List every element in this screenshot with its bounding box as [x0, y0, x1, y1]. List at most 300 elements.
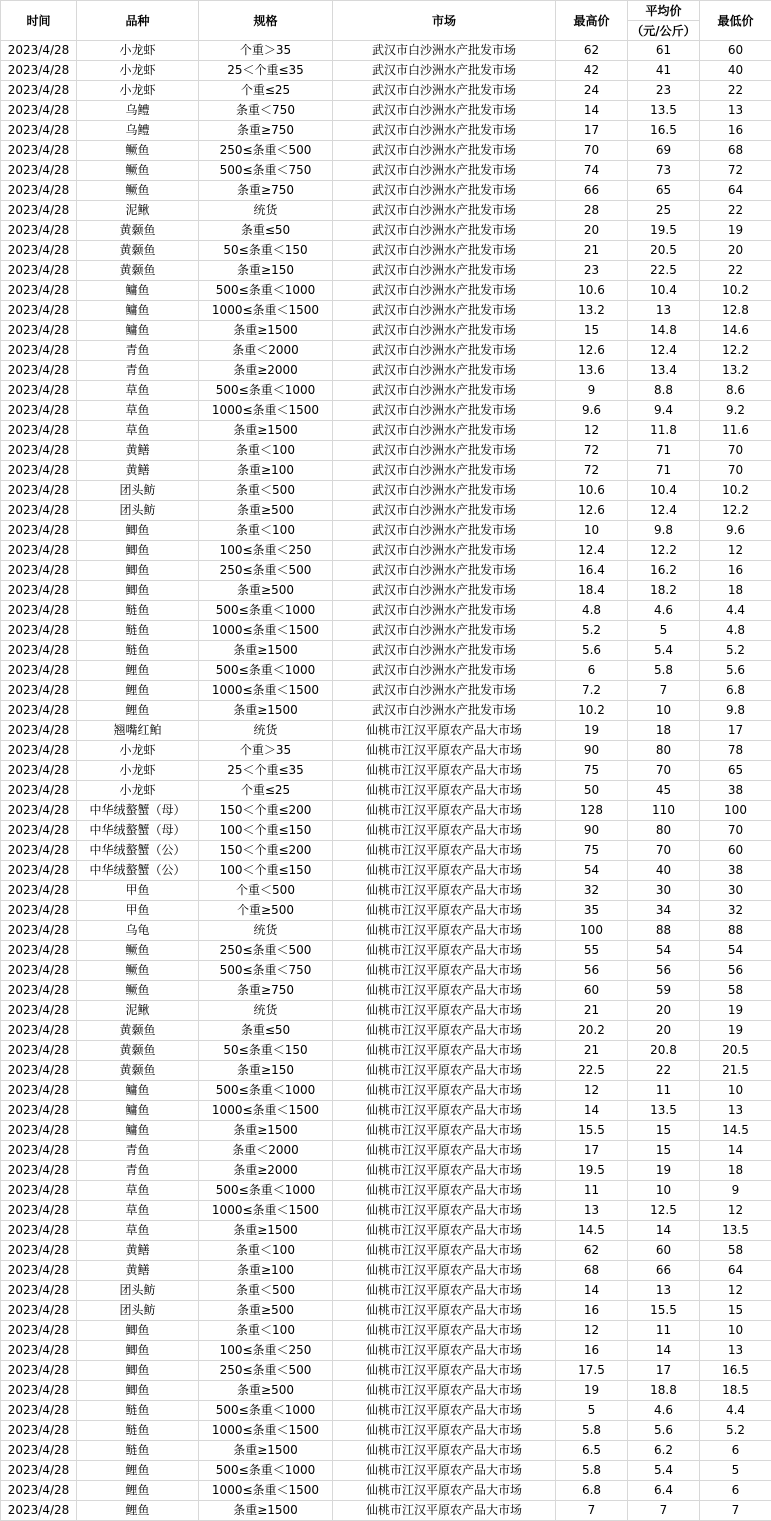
cell-avg: 60 [628, 1241, 700, 1261]
cell-time: 2023/4/28 [1, 861, 77, 881]
cell-market: 武汉市白沙洲水产批发市场 [333, 441, 556, 461]
cell-time: 2023/4/28 [1, 141, 77, 161]
cell-high: 6 [556, 661, 628, 681]
cell-spec: 100≤条重＜250 [199, 541, 333, 561]
cell-low: 20 [700, 241, 771, 261]
table-row [1, 1321, 771, 1341]
cell-avg: 17 [628, 1361, 700, 1381]
cell-low: 70 [700, 441, 771, 461]
cell-variety: 鳙鱼 [77, 281, 199, 301]
cell-market: 武汉市白沙洲水产批发市场 [333, 501, 556, 521]
cell-avg: 12.2 [628, 541, 700, 561]
cell-avg: 19 [628, 1161, 700, 1181]
cell-avg: 34 [628, 901, 700, 921]
cell-low: 58 [700, 1241, 771, 1261]
cell-high: 42 [556, 61, 628, 81]
cell-spec: 1000≤条重＜1500 [199, 1481, 333, 1501]
table-row [1, 1001, 771, 1021]
cell-avg: 13.5 [628, 1101, 700, 1121]
table-row [1, 101, 771, 121]
cell-market: 武汉市白沙洲水产批发市场 [333, 41, 556, 61]
cell-variety: 鳙鱼 [77, 1101, 199, 1121]
cell-spec: 条重＜100 [199, 441, 333, 461]
cell-time: 2023/4/28 [1, 721, 77, 741]
cell-avg: 66 [628, 1261, 700, 1281]
cell-avg: 16.2 [628, 561, 700, 581]
cell-avg: 11 [628, 1081, 700, 1101]
cell-market: 武汉市白沙洲水产批发市场 [333, 361, 556, 381]
table-row [1, 761, 771, 781]
cell-market: 武汉市白沙洲水产批发市场 [333, 341, 556, 361]
cell-spec: 50≤条重＜150 [199, 241, 333, 261]
cell-low: 38 [700, 781, 771, 801]
cell-time: 2023/4/28 [1, 1261, 77, 1281]
table-row [1, 581, 771, 601]
table-row [1, 541, 771, 561]
cell-time: 2023/4/28 [1, 681, 77, 701]
cell-avg: 56 [628, 961, 700, 981]
cell-high: 12.6 [556, 341, 628, 361]
cell-high: 10.6 [556, 481, 628, 501]
cell-market: 仙桃市江汉平原农产品大市场 [333, 1201, 556, 1221]
cell-avg: 12.4 [628, 501, 700, 521]
cell-time: 2023/4/28 [1, 41, 77, 61]
cell-high: 5 [556, 1401, 628, 1421]
cell-avg: 18.8 [628, 1381, 700, 1401]
cell-variety: 翘嘴红鲌 [77, 721, 199, 741]
cell-market: 仙桃市江汉平原农产品大市场 [333, 1241, 556, 1261]
cell-spec: 统货 [199, 721, 333, 741]
cell-variety: 鳜鱼 [77, 181, 199, 201]
cell-high: 90 [556, 821, 628, 841]
cell-low: 5.2 [700, 1421, 771, 1441]
cell-time: 2023/4/28 [1, 1301, 77, 1321]
table-row [1, 241, 771, 261]
table-row [1, 801, 771, 821]
cell-high: 12.6 [556, 501, 628, 521]
cell-spec: 条重＜2000 [199, 341, 333, 361]
cell-avg: 5.4 [628, 641, 700, 661]
cell-market: 武汉市白沙洲水产批发市场 [333, 221, 556, 241]
cell-variety: 中华绒螯蟹（公） [77, 861, 199, 881]
cell-spec: 条重≥750 [199, 981, 333, 1001]
cell-low: 7 [700, 1501, 771, 1521]
cell-spec: 1000≤条重＜1500 [199, 301, 333, 321]
cell-market: 武汉市白沙洲水产批发市场 [333, 81, 556, 101]
table-row [1, 861, 771, 881]
cell-spec: 条重≥750 [199, 121, 333, 141]
cell-low: 78 [700, 741, 771, 761]
cell-variety: 泥鳅 [77, 201, 199, 221]
cell-high: 5.6 [556, 641, 628, 661]
cell-variety: 小龙虾 [77, 741, 199, 761]
cell-low: 11.6 [700, 421, 771, 441]
cell-variety: 草鱼 [77, 381, 199, 401]
cell-avg: 69 [628, 141, 700, 161]
cell-spec: 50≤条重＜150 [199, 1041, 333, 1061]
cell-spec: 100＜个重≤150 [199, 821, 333, 841]
cell-market: 武汉市白沙洲水产批发市场 [333, 181, 556, 201]
cell-spec: 条重≤50 [199, 221, 333, 241]
cell-variety: 小龙虾 [77, 41, 199, 61]
header-variety: 品种 [77, 1, 199, 41]
cell-spec: 条重≥1500 [199, 421, 333, 441]
cell-avg: 20.5 [628, 241, 700, 261]
cell-market: 仙桃市江汉平原农产品大市场 [333, 1141, 556, 1161]
table-row [1, 941, 771, 961]
cell-high: 19 [556, 721, 628, 741]
cell-high: 100 [556, 921, 628, 941]
cell-spec: 条重≥150 [199, 261, 333, 281]
cell-variety: 鲤鱼 [77, 661, 199, 681]
cell-high: 14 [556, 101, 628, 121]
cell-spec: 条重≥500 [199, 1381, 333, 1401]
cell-market: 武汉市白沙洲水产批发市场 [333, 161, 556, 181]
table-row [1, 41, 771, 61]
table-row [1, 521, 771, 541]
table-row [1, 1341, 771, 1361]
cell-variety: 鲫鱼 [77, 521, 199, 541]
table-row [1, 1461, 771, 1481]
cell-spec: 500≤条重＜1000 [199, 1461, 333, 1481]
cell-variety: 黄颡鱼 [77, 1061, 199, 1081]
cell-avg: 61 [628, 41, 700, 61]
cell-high: 14 [556, 1281, 628, 1301]
cell-variety: 鳙鱼 [77, 1081, 199, 1101]
cell-low: 12.2 [700, 501, 771, 521]
cell-high: 54 [556, 861, 628, 881]
cell-low: 8.6 [700, 381, 771, 401]
cell-variety: 小龙虾 [77, 81, 199, 101]
cell-variety: 青鱼 [77, 1141, 199, 1161]
table-row [1, 221, 771, 241]
cell-low: 4.8 [700, 621, 771, 641]
cell-market: 仙桃市江汉平原农产品大市场 [333, 781, 556, 801]
cell-spec: 1000≤条重＜1500 [199, 401, 333, 421]
cell-market: 仙桃市江汉平原农产品大市场 [333, 941, 556, 961]
cell-spec: 100≤条重＜250 [199, 1341, 333, 1361]
cell-avg: 80 [628, 821, 700, 841]
cell-variety: 小龙虾 [77, 61, 199, 81]
cell-low: 88 [700, 921, 771, 941]
cell-time: 2023/4/28 [1, 481, 77, 501]
cell-time: 2023/4/28 [1, 1201, 77, 1221]
cell-time: 2023/4/28 [1, 381, 77, 401]
cell-spec: 25＜个重≤35 [199, 61, 333, 81]
cell-time: 2023/4/28 [1, 581, 77, 601]
cell-variety: 团头鲂 [77, 1301, 199, 1321]
cell-avg: 88 [628, 921, 700, 941]
cell-high: 17.5 [556, 1361, 628, 1381]
table-row [1, 161, 771, 181]
cell-variety: 鳜鱼 [77, 961, 199, 981]
cell-variety: 鲤鱼 [77, 701, 199, 721]
cell-variety: 小龙虾 [77, 761, 199, 781]
cell-avg: 73 [628, 161, 700, 181]
cell-high: 5.2 [556, 621, 628, 641]
cell-high: 11 [556, 1181, 628, 1201]
header-market: 市场 [333, 1, 556, 41]
cell-variety: 乌鳢 [77, 101, 199, 121]
table-row [1, 961, 771, 981]
cell-variety: 鲢鱼 [77, 621, 199, 641]
cell-time: 2023/4/28 [1, 1121, 77, 1141]
cell-spec: 条重≥1500 [199, 1441, 333, 1461]
cell-market: 仙桃市江汉平原农产品大市场 [333, 1341, 556, 1361]
cell-market: 仙桃市江汉平原农产品大市场 [333, 881, 556, 901]
table-row [1, 1221, 771, 1241]
cell-avg: 15.5 [628, 1301, 700, 1321]
cell-time: 2023/4/28 [1, 1281, 77, 1301]
cell-avg: 5 [628, 621, 700, 641]
cell-market: 仙桃市江汉平原农产品大市场 [333, 841, 556, 861]
cell-market: 武汉市白沙洲水产批发市场 [333, 681, 556, 701]
cell-time: 2023/4/28 [1, 661, 77, 681]
table-row [1, 201, 771, 221]
cell-market: 武汉市白沙洲水产批发市场 [333, 541, 556, 561]
cell-avg: 23 [628, 81, 700, 101]
cell-avg: 22 [628, 1061, 700, 1081]
table-row [1, 661, 771, 681]
cell-avg: 13.4 [628, 361, 700, 381]
table-row [1, 121, 771, 141]
cell-low: 68 [700, 141, 771, 161]
cell-market: 仙桃市江汉平原农产品大市场 [333, 1001, 556, 1021]
cell-market: 武汉市白沙洲水产批发市场 [333, 421, 556, 441]
cell-variety: 鳜鱼 [77, 161, 199, 181]
cell-variety: 鲤鱼 [77, 1481, 199, 1501]
cell-spec: 500≤条重＜1000 [199, 601, 333, 621]
cell-time: 2023/4/28 [1, 1321, 77, 1341]
cell-avg: 15 [628, 1141, 700, 1161]
cell-market: 武汉市白沙洲水产批发市场 [333, 101, 556, 121]
cell-low: 12 [700, 1201, 771, 1221]
cell-avg: 13 [628, 301, 700, 321]
table-row [1, 1101, 771, 1121]
cell-avg: 9.4 [628, 401, 700, 421]
cell-spec: 条重＜750 [199, 101, 333, 121]
table-row [1, 601, 771, 621]
cell-avg: 70 [628, 761, 700, 781]
cell-variety: 泥鳅 [77, 1001, 199, 1021]
cell-high: 56 [556, 961, 628, 981]
cell-spec: 150＜个重≤200 [199, 841, 333, 861]
cell-market: 武汉市白沙洲水产批发市场 [333, 661, 556, 681]
cell-market: 武汉市白沙洲水产批发市场 [333, 521, 556, 541]
cell-time: 2023/4/28 [1, 801, 77, 821]
cell-variety: 青鱼 [77, 361, 199, 381]
cell-low: 9 [700, 1181, 771, 1201]
cell-spec: 500≤条重＜750 [199, 961, 333, 981]
cell-high: 6.5 [556, 1441, 628, 1461]
header-row [1, 1, 771, 21]
cell-low: 9.2 [700, 401, 771, 421]
table-row [1, 1061, 771, 1081]
cell-high: 9.6 [556, 401, 628, 421]
cell-time: 2023/4/28 [1, 1461, 77, 1481]
cell-high: 9 [556, 381, 628, 401]
cell-variety: 鲫鱼 [77, 541, 199, 561]
cell-high: 16 [556, 1341, 628, 1361]
cell-variety: 鲢鱼 [77, 1441, 199, 1461]
table-row [1, 641, 771, 661]
cell-avg: 18.2 [628, 581, 700, 601]
cell-market: 仙桃市江汉平原农产品大市场 [333, 1381, 556, 1401]
cell-market: 武汉市白沙洲水产批发市场 [333, 381, 556, 401]
cell-market: 仙桃市江汉平原农产品大市场 [333, 721, 556, 741]
cell-avg: 54 [628, 941, 700, 961]
cell-spec: 个重≤25 [199, 81, 333, 101]
table-row [1, 1481, 771, 1501]
cell-market: 武汉市白沙洲水产批发市场 [333, 241, 556, 261]
cell-time: 2023/4/28 [1, 521, 77, 541]
cell-spec: 1000≤条重＜1500 [199, 1421, 333, 1441]
cell-high: 70 [556, 141, 628, 161]
cell-spec: 条重≥150 [199, 1061, 333, 1081]
cell-low: 13.5 [700, 1221, 771, 1241]
table-row [1, 981, 771, 1001]
table-row [1, 821, 771, 841]
cell-market: 武汉市白沙洲水产批发市场 [333, 201, 556, 221]
cell-market: 仙桃市江汉平原农产品大市场 [333, 1121, 556, 1141]
cell-low: 6 [700, 1481, 771, 1501]
cell-market: 仙桃市江汉平原农产品大市场 [333, 1301, 556, 1321]
cell-low: 32 [700, 901, 771, 921]
cell-time: 2023/4/28 [1, 541, 77, 561]
cell-low: 38 [700, 861, 771, 881]
table-row [1, 901, 771, 921]
cell-time: 2023/4/28 [1, 1401, 77, 1421]
cell-low: 40 [700, 61, 771, 81]
cell-avg: 16.5 [628, 121, 700, 141]
cell-market: 仙桃市江汉平原农产品大市场 [333, 761, 556, 781]
cell-market: 仙桃市江汉平原农产品大市场 [333, 1421, 556, 1441]
cell-spec: 500≤条重＜1000 [199, 1401, 333, 1421]
table-row [1, 741, 771, 761]
cell-avg: 40 [628, 861, 700, 881]
cell-avg: 80 [628, 741, 700, 761]
table-row [1, 1261, 771, 1281]
cell-market: 仙桃市江汉平原农产品大市场 [333, 1101, 556, 1121]
cell-low: 15 [700, 1301, 771, 1321]
cell-time: 2023/4/28 [1, 1021, 77, 1041]
cell-variety: 鲫鱼 [77, 1381, 199, 1401]
cell-market: 仙桃市江汉平原农产品大市场 [333, 1321, 556, 1341]
cell-high: 50 [556, 781, 628, 801]
cell-avg: 9.8 [628, 521, 700, 541]
cell-time: 2023/4/28 [1, 101, 77, 121]
cell-low: 58 [700, 981, 771, 1001]
cell-high: 18.4 [556, 581, 628, 601]
cell-low: 64 [700, 181, 771, 201]
cell-avg: 11.8 [628, 421, 700, 441]
cell-variety: 青鱼 [77, 1161, 199, 1181]
cell-avg: 71 [628, 461, 700, 481]
cell-time: 2023/4/28 [1, 201, 77, 221]
cell-variety: 鳙鱼 [77, 321, 199, 341]
cell-spec: 250≤条重＜500 [199, 941, 333, 961]
cell-high: 62 [556, 1241, 628, 1261]
cell-variety: 鳙鱼 [77, 1121, 199, 1141]
cell-market: 仙桃市江汉平原农产品大市场 [333, 1481, 556, 1501]
cell-spec: 条重＜2000 [199, 1141, 333, 1161]
cell-high: 7 [556, 1501, 628, 1521]
cell-market: 武汉市白沙洲水产批发市场 [333, 461, 556, 481]
cell-high: 22.5 [556, 1061, 628, 1081]
cell-time: 2023/4/28 [1, 161, 77, 181]
cell-high: 24 [556, 81, 628, 101]
table-row [1, 341, 771, 361]
cell-spec: 条重＜100 [199, 1241, 333, 1261]
cell-variety: 鲢鱼 [77, 1421, 199, 1441]
cell-spec: 25＜个重≤35 [199, 761, 333, 781]
cell-avg: 4.6 [628, 1401, 700, 1421]
cell-avg: 5.8 [628, 661, 700, 681]
table-row [1, 1441, 771, 1461]
cell-time: 2023/4/28 [1, 1181, 77, 1201]
cell-low: 9.8 [700, 701, 771, 721]
cell-high: 16 [556, 1301, 628, 1321]
table-row [1, 1161, 771, 1181]
cell-spec: 统货 [199, 921, 333, 941]
cell-avg: 110 [628, 801, 700, 821]
cell-variety: 鲫鱼 [77, 561, 199, 581]
cell-avg: 20.8 [628, 1041, 700, 1061]
cell-low: 14.6 [700, 321, 771, 341]
cell-spec: 统货 [199, 1001, 333, 1021]
cell-high: 13.6 [556, 361, 628, 381]
cell-market: 仙桃市江汉平原农产品大市场 [333, 1401, 556, 1421]
cell-variety: 鲤鱼 [77, 681, 199, 701]
cell-avg: 13 [628, 1281, 700, 1301]
cell-low: 10.2 [700, 481, 771, 501]
cell-low: 100 [700, 801, 771, 821]
cell-time: 2023/4/28 [1, 441, 77, 461]
cell-spec: 条重≤50 [199, 1021, 333, 1041]
cell-variety: 鲢鱼 [77, 641, 199, 661]
cell-time: 2023/4/28 [1, 561, 77, 581]
cell-high: 17 [556, 1141, 628, 1161]
cell-low: 54 [700, 941, 771, 961]
cell-spec: 500≤条重＜1000 [199, 381, 333, 401]
cell-low: 6 [700, 1441, 771, 1461]
cell-time: 2023/4/28 [1, 121, 77, 141]
cell-high: 68 [556, 1261, 628, 1281]
cell-market: 仙桃市江汉平原农产品大市场 [333, 1181, 556, 1201]
cell-spec: 500≤条重＜750 [199, 161, 333, 181]
table-row [1, 321, 771, 341]
cell-time: 2023/4/28 [1, 221, 77, 241]
table-row [1, 61, 771, 81]
cell-market: 武汉市白沙洲水产批发市场 [333, 61, 556, 81]
cell-high: 19 [556, 1381, 628, 1401]
table-row [1, 401, 771, 421]
table-row [1, 301, 771, 321]
cell-low: 70 [700, 461, 771, 481]
cell-variety: 乌龟 [77, 921, 199, 941]
cell-time: 2023/4/28 [1, 61, 77, 81]
table-row [1, 1381, 771, 1401]
table-row [1, 1241, 771, 1261]
cell-low: 9.6 [700, 521, 771, 541]
cell-time: 2023/4/28 [1, 281, 77, 301]
cell-spec: 条重≥500 [199, 1301, 333, 1321]
table-row [1, 1281, 771, 1301]
cell-avg: 59 [628, 981, 700, 1001]
cell-spec: 条重≥1500 [199, 701, 333, 721]
cell-high: 12.4 [556, 541, 628, 561]
cell-variety: 黄颡鱼 [77, 261, 199, 281]
